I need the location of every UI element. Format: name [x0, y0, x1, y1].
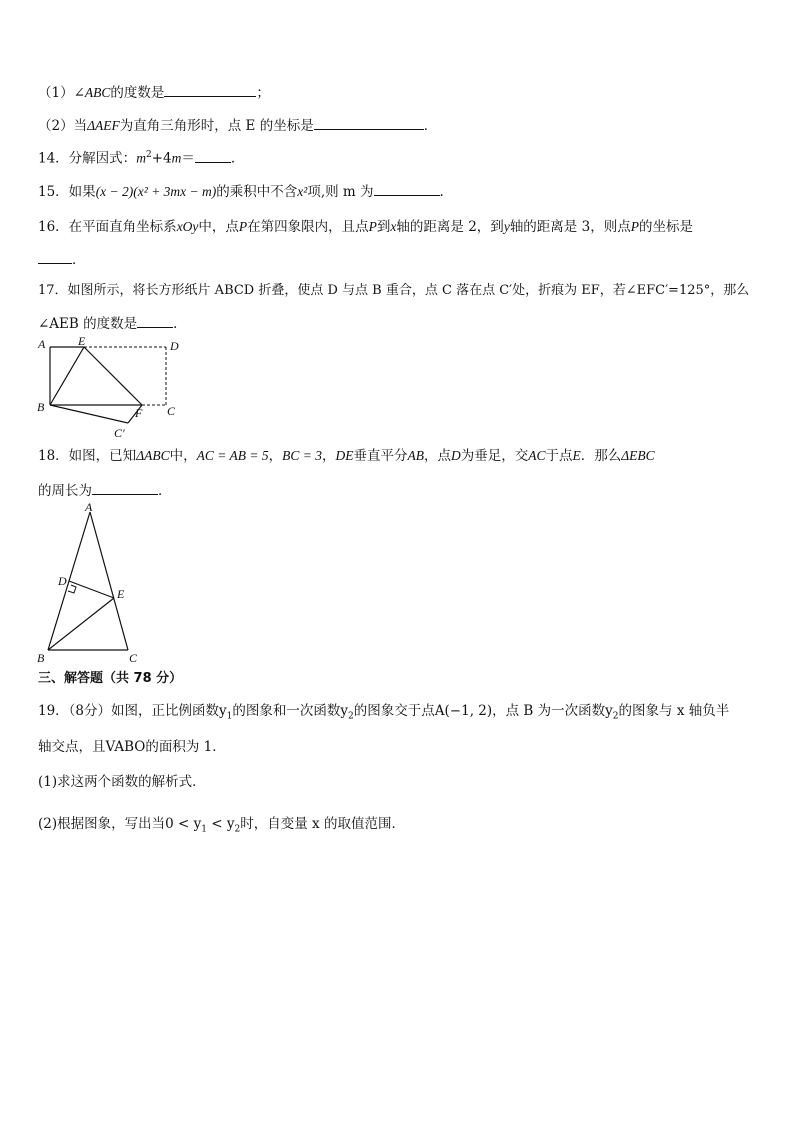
label-e: E — [117, 587, 125, 601]
answer-blank — [38, 249, 72, 264]
q19-part2: (2)根据图象，写出当$0 < y_1 < y_2$时，自变量 x 的取值范围． — [38, 816, 405, 835]
label-b: B — [37, 651, 45, 665]
segment-ef — [84, 347, 142, 405]
label-c: C — [129, 651, 138, 665]
q16-line2: ． — [38, 249, 86, 269]
answer-blank — [92, 480, 158, 495]
segment-de — [69, 581, 114, 598]
segment-bc-prime — [50, 405, 128, 423]
q13-part2: （2）当ΔAEF为直角三角形时，点 E 的坐标是 ． — [38, 115, 437, 135]
label-a: A — [85, 502, 93, 514]
q19-line1: 19．（8分）如图，正比例函数$y_1$的图象和一次函数$y_2$的图象交于点A(−1, 2)，点 B 为一次函数$y_2$的图象与 x 轴负半 — [38, 703, 730, 722]
label-b: B — [37, 400, 45, 414]
label-d: D — [58, 574, 67, 588]
label-c: C — [167, 404, 176, 418]
answer-blank — [195, 148, 231, 163]
q17-line1: 17．如图所示，将长方形纸片 ABCD 折叠，使点 D 与点 B 重合，点 C 落在点 C′处，折痕为 EF，若∠EFC′=125°，那么 — [38, 283, 750, 298]
q18-line2: 的周长为 ． — [38, 480, 172, 500]
label-f: F — [135, 406, 143, 420]
label-d: D — [170, 339, 179, 353]
section-title: 三、解答题（共 78 分） — [38, 671, 183, 686]
label-e: E — [78, 334, 86, 348]
q19-line2: 轴交点，且VABO的面积为 1． — [38, 739, 226, 755]
q18-figure — [34, 502, 154, 667]
label-c-prime: C′ — [114, 426, 125, 440]
q15: 15．如果(x − 2)(x² + 3mx − m)的乘积中不含x²项,则 m 为 . — [38, 181, 444, 201]
segment-be — [48, 598, 114, 650]
right-angle-mark — [68, 585, 76, 593]
segment-be — [50, 347, 84, 405]
product-expression: (x − 2)(x² + 3mx − m) — [95, 184, 217, 199]
label-a: A — [38, 337, 46, 351]
q18-line1: 18．如图，已知ΔABC中，AC = AB = 5，BC = 3，DE垂直平分AB，点D为垂足，交AC于点E．那么ΔEBC — [38, 448, 655, 464]
q14: 14．分解因式：$m^2+4m=$ ． — [38, 146, 244, 168]
q19-part1: (1)求这两个函数的解析式． — [38, 774, 206, 790]
answer-blank — [314, 115, 424, 130]
q17-line2: ∠AEB 的度数是 ． — [38, 313, 187, 333]
answer-blank — [374, 181, 440, 196]
q17-figure — [34, 334, 194, 442]
segment-ac — [90, 512, 128, 650]
angle-abc: ∠ABC — [73, 85, 111, 100]
answer-blank — [137, 313, 173, 328]
q13-part1: （1）∠ABC的度数是 ； — [38, 82, 270, 102]
answer-blank — [164, 82, 256, 97]
q16-line1: 16．在平面直角坐标系xOy中，点P在第四象限内，且点P到x轴的距离是 2，到y轴的距离是 3，则点P的坐标是 — [38, 219, 693, 235]
